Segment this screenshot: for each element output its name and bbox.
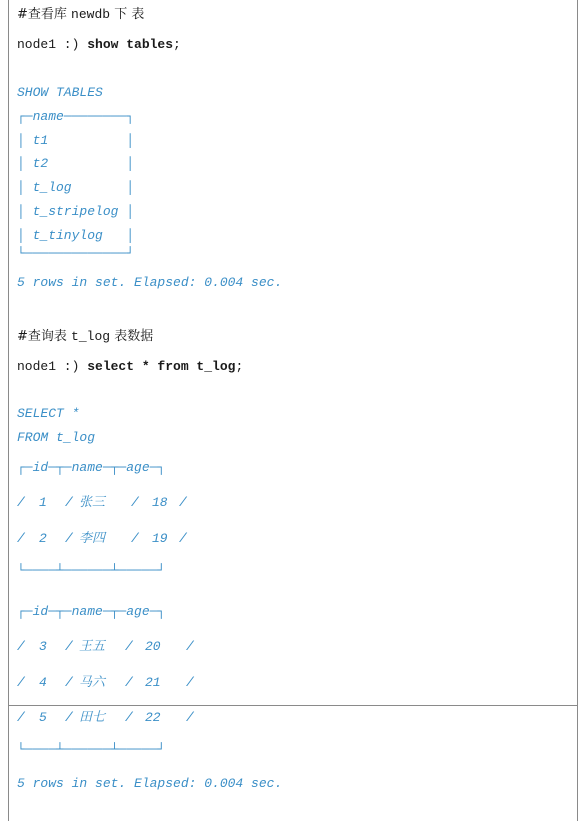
comment-db-name: newdb <box>71 7 111 22</box>
cell-id: 3 <box>39 639 47 654</box>
cell-age: 22 <box>145 710 161 725</box>
comment-select <box>17 328 153 346</box>
echo-select: SELECT * <box>17 406 80 421</box>
cell-id: 4 <box>39 675 47 690</box>
comment-text-suffix: 表数据 <box>114 329 154 344</box>
table-row: │ t_tinylog │ <box>17 228 135 243</box>
command-terminator: ; <box>173 37 181 52</box>
tables-footer: └─────────────┘ <box>17 246 135 261</box>
command-text: select * from t_log <box>87 359 236 374</box>
command-show-tables <box>17 36 181 54</box>
table-row: │ t_log │ <box>17 180 135 195</box>
cell-name: 王五 <box>79 639 106 654</box>
result-summary: 5 rows in set. Elapsed: 0.004 sec. <box>17 275 283 290</box>
command-select <box>17 358 243 376</box>
echo-from: FROM t_log <box>17 430 96 445</box>
cell-id: 1 <box>39 495 47 510</box>
cell-name: 张三 <box>79 495 106 510</box>
cell-name: 马六 <box>79 675 106 690</box>
comment-text: #查询表 <box>17 329 67 344</box>
table-row: │ t2 │ <box>17 156 135 171</box>
result-block-footer: └────┴──────┴─────┘ <box>17 563 166 578</box>
result-block-header: ┌─id─┬─name─┬─age─┐ <box>17 460 166 475</box>
cell-id: 5 <box>39 710 47 725</box>
cell-name: 田七 <box>79 710 106 725</box>
result-block-header: ┌─id─┬─name─┬─age─┐ <box>17 604 166 619</box>
comment-show-tables <box>17 6 144 24</box>
echo-show-tables: SHOW TABLES <box>17 85 103 100</box>
tables-header: ┌─name────────┐ <box>17 109 135 124</box>
cell-age: 19 <box>152 531 168 546</box>
comment-text: #查看库 <box>17 7 67 22</box>
cell-age: 20 <box>145 639 161 654</box>
cell-age: 18 <box>152 495 168 510</box>
prompt: node1 :) <box>17 359 88 374</box>
command-text: show tables <box>87 37 174 52</box>
table-row: │ t1 │ <box>17 133 135 148</box>
document-frame <box>8 0 578 706</box>
result-block-footer: └────┴──────┴─────┘ <box>17 742 166 757</box>
table-row: │ t_stripelog │ <box>17 204 135 219</box>
cell-age: 21 <box>145 675 161 690</box>
cell-name: 李四 <box>79 531 106 546</box>
prompt: node1 :) <box>17 37 88 52</box>
comment-table-name: t_log <box>71 329 111 344</box>
comment-text-suffix: 下 表 <box>114 7 145 22</box>
command-terminator: ; <box>235 359 244 374</box>
cell-id: 2 <box>39 531 47 546</box>
result-summary: 5 rows in set. Elapsed: 0.004 sec. <box>17 776 283 791</box>
